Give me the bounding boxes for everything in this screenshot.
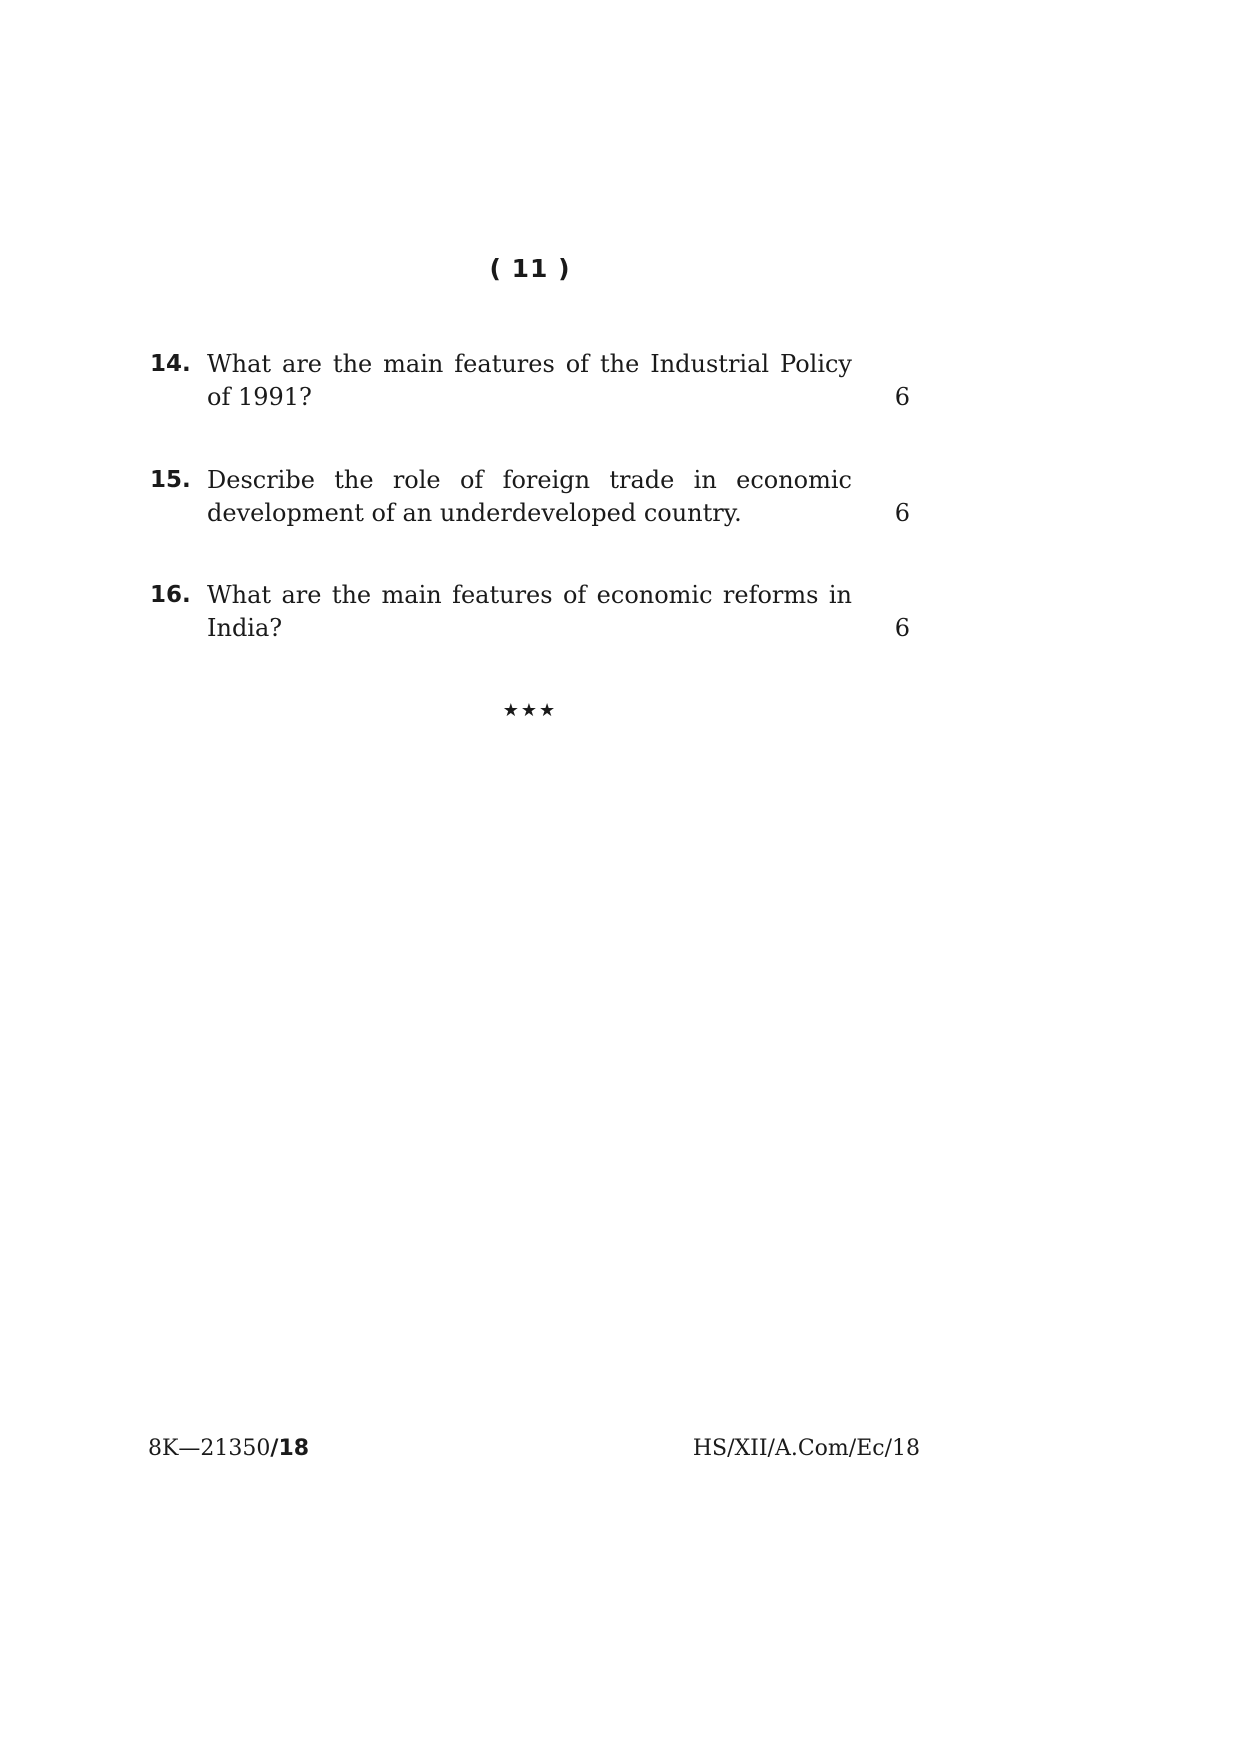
question-text: Describe the role of foreign trade in economic development of an underdeveloped country. xyxy=(207,466,852,527)
question-number: 16. xyxy=(150,582,191,608)
question-text: What are the main features of economic reforms in India? xyxy=(207,581,852,642)
question-marks: 6 xyxy=(894,383,910,411)
footer-paper-code: HS/XII/A.Com/Ec/18 xyxy=(692,1436,920,1461)
question-marks: 6 xyxy=(894,614,910,642)
question-text: What are the main features of the Industrial Policy of 1991? xyxy=(207,350,852,411)
booklet-code-suffix: /18 xyxy=(270,1436,310,1461)
question-marks: 6 xyxy=(894,499,910,527)
question-number: 15. xyxy=(150,467,191,493)
end-of-paper-stars: ★★★ xyxy=(502,700,558,721)
question-number: 14. xyxy=(150,351,191,377)
footer-booklet-code xyxy=(148,1436,309,1461)
page-number: ( 11 ) xyxy=(489,254,571,283)
booklet-code-prefix: 8K—21350 xyxy=(148,1436,271,1461)
